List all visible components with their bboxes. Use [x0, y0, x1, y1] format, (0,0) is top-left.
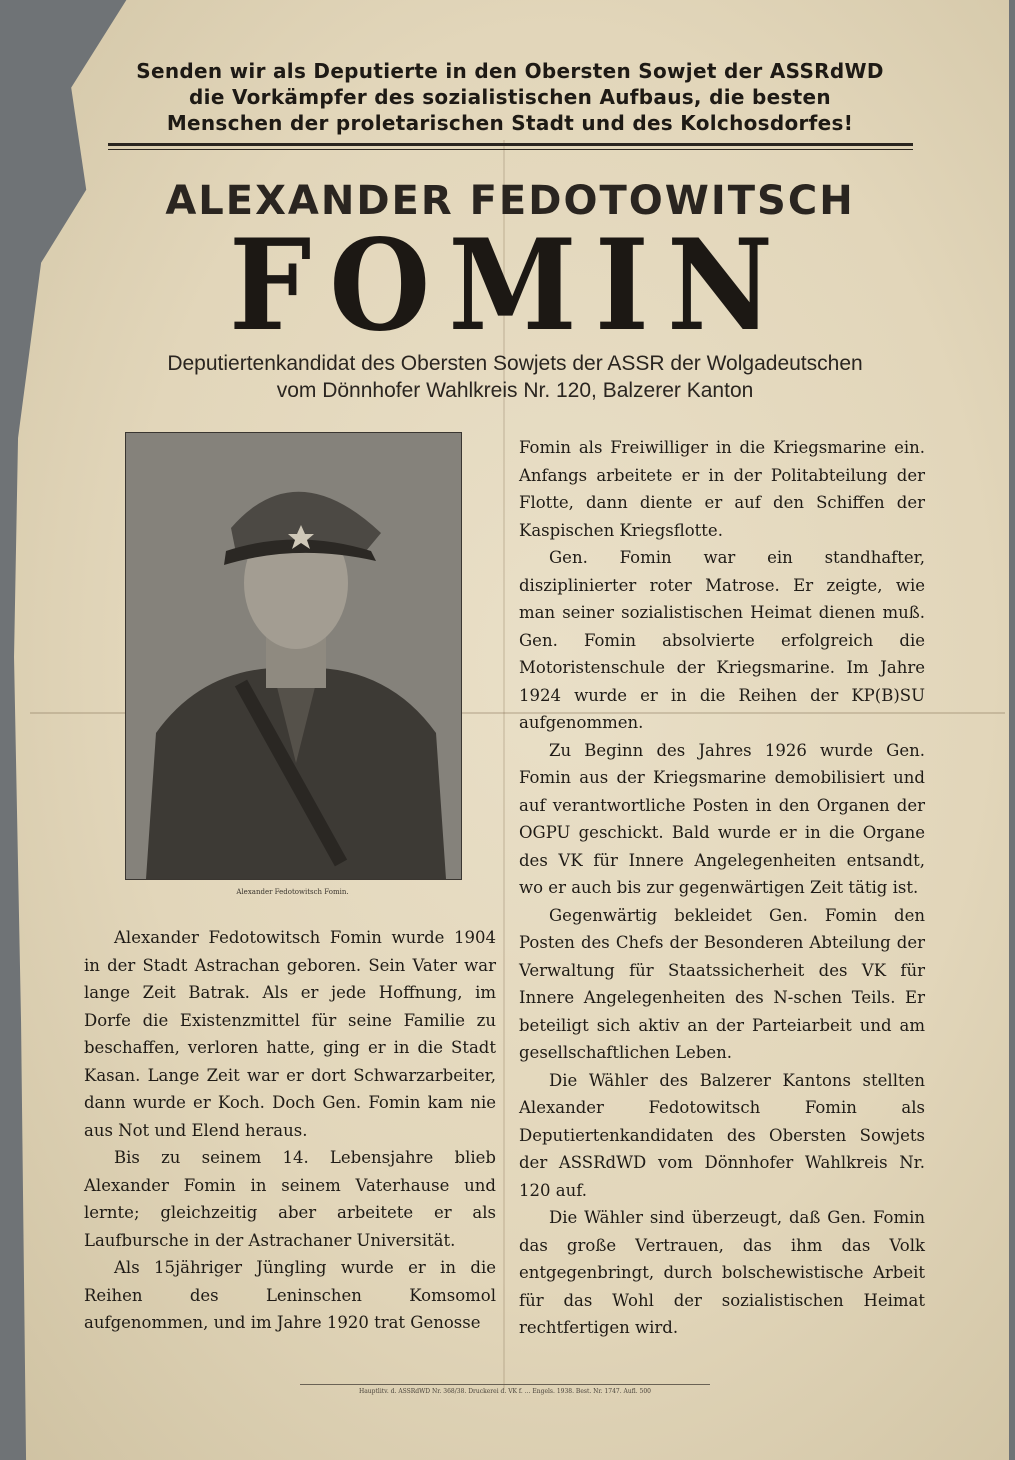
biography-paragraph: Gegenwärtig bekleidet Gen. Fomin den Posten des Chefs der Besonderen Abteilung der Verwaltung für Staatssicherheit des VK für Innere Angelegenheiten des N-schen Teils. Er beteiligt sich aktiv an der Parteiarbeit und am gesellschaftlichen Leben. — [519, 905, 925, 1062]
biography-paragraph: Als 15jähriger Jüngling wurde er in die Reihen des Leninschen Komsomol aufgenommen, und im Jahre 1920 trat Genosse — [84, 1258, 496, 1332]
candidacy-line: Deputiertenkandidat des Obersten Sowjets der ASSR der Wolgadeutschen vom Dönnhofer Wahlkreis Nr. 120, Balzerer Kanton — [167, 352, 863, 402]
printer-imprint: Hauptlitv. d. ASSRdWD Nr. 368/38. Druckerei d. VK f. ... Engels. 1938. Best. Nr. 1747. Aufl. 500 — [359, 1388, 651, 1395]
header-rule-thick — [108, 143, 913, 146]
candidate-surname: FOMIN — [228, 212, 792, 360]
header-slogan: Senden wir als Deputierte in den Obersten Sowjet der ASSRdWD die Vorkämpfer des sozialistischen Aufbaus, die besten Menschen der proletarischen Stadt und des Kolchosdorfes! — [136, 59, 884, 135]
header-rule-thin — [108, 149, 913, 150]
biography-paragraph: Alexander Fedotowitsch Fomin wurde 1904 in der Stadt Astrachan geboren. Sein Vater war lange Zeit Batrak. Als er jede Hoffnung, im Dorfe die Existenzmittel für seine Familie zu beschaffen, verloren hatte, ging er in die Stadt Kasan. Lange Zeit war er dort Schwarzarbeiter, dann wurde er Koch. Doch Gen. Fomin kam nie aus Not und Elend heraus. — [84, 928, 496, 1140]
biography-left-column — [84, 924, 496, 1337]
biography-paragraph: Bis zu seinem 14. Lebensjahre blieb Alexander Fomin in seinem Vaterhause und lernte; gleichzeitig aber arbeitete er als Laufbursche in der Astrachaner Universität. — [84, 1148, 496, 1250]
footer-rule — [300, 1384, 710, 1385]
photo-caption: Alexander Fedotowitsch Fomin. — [236, 888, 349, 896]
biography-paragraph: Zu Beginn des Jahres 1926 wurde Gen. Fomin aus der Kriegsmarine demobilisiert und auf verantwortliche Posten in den Organen der OGPU geschickt. Bald wurde er in die Organe des VK für Innere Angelegenheiten entsandt, wo er auch bis zur gegenwärtigen Zeit tätig ist. — [519, 740, 925, 897]
portrait-illustration — [126, 433, 461, 879]
biography-paragraph: Die Wähler des Balzerer Kantons stellten Alexander Fedotowitsch Fomin als Deputiertenkandidaten des Obersten Sowjets der ASSRdWD vom Dönnhofer Wahlkreis Nr. 120 auf. — [519, 1070, 925, 1200]
candidate-portrait-photo — [125, 432, 462, 880]
biography-paragraph: Die Wähler sind überzeugt, daß Gen. Fomin das große Vertrauen, das ihm das Volk entgegenbringt, durch bolschewistische Arbeit für das Wohl der sozialistischen Heimat rechtfertigen wird. — [519, 1208, 925, 1337]
biography-paragraph: Fomin als Freiwilliger in die Kriegsmarine ein. Anfangs arbeitete er in der Politabteilung der Flotte, dann diente er auf den Schiffen der Kaspischen Kriegsflotte. — [519, 438, 925, 540]
biography-right-column — [519, 434, 925, 1342]
biography-paragraph: Gen. Fomin war ein standhafter, disziplinierter roter Matrose. Er zeigte, wie man seiner sozialistischen Heimat dienen muß. Gen. Fomin absolvierte erfolgreich die Motoristenschule der Kriegsmarine. Im Jahre 1924 wurde er in die Reihen der KP(B)SU aufgenommen. — [519, 548, 925, 732]
candidate-first-names: ALEXANDER FEDOTOWITSCH — [165, 178, 855, 224]
